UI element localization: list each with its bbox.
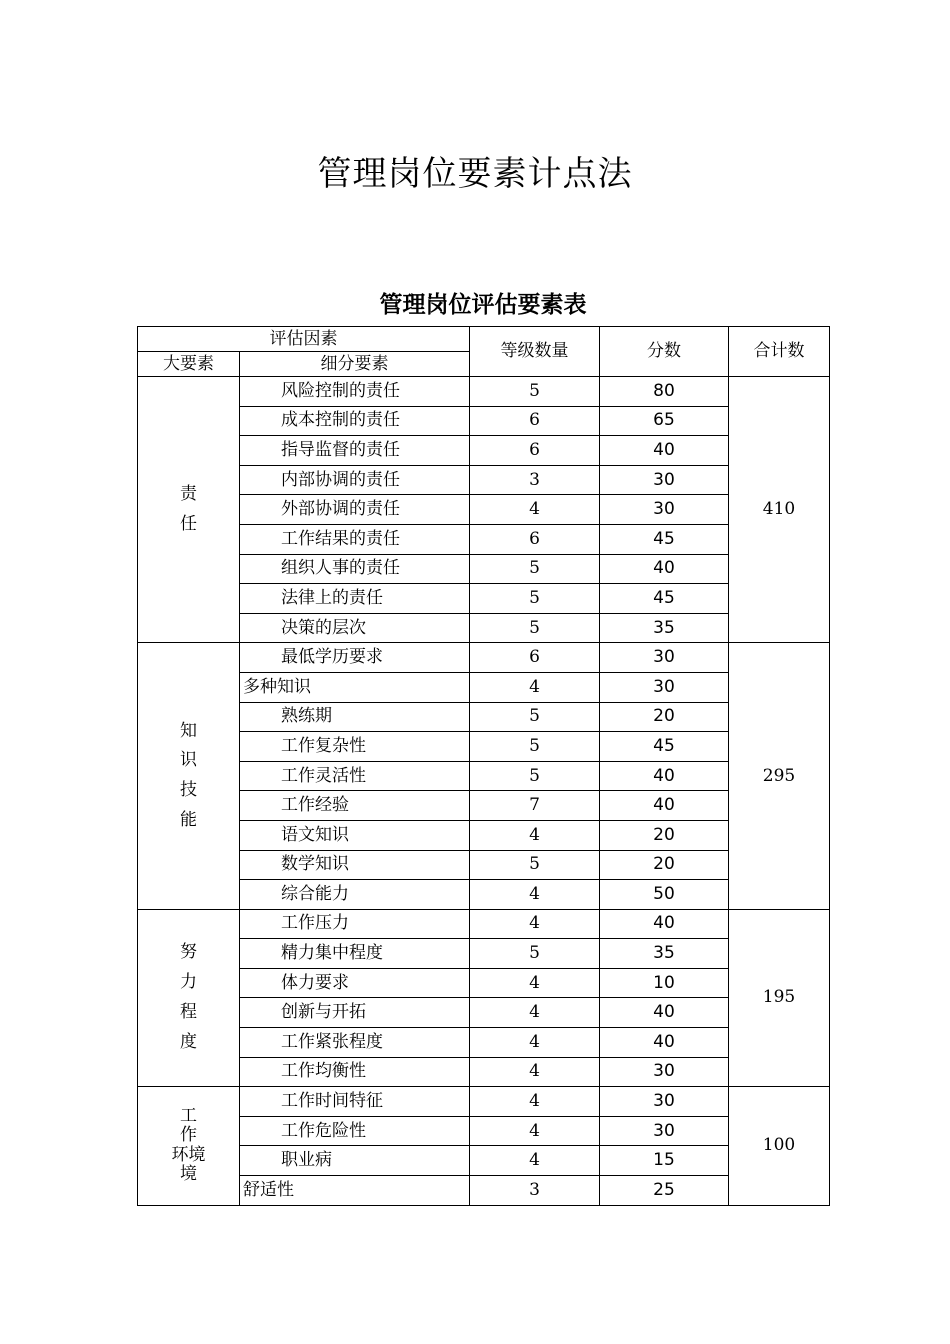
score-cell: 30 [600, 465, 729, 495]
score-cell: 40 [600, 791, 729, 821]
sub-factor-cell: 外部协调的责任 [240, 495, 470, 525]
score-cell: 20 [600, 850, 729, 880]
levels-cell: 3 [470, 1176, 600, 1206]
levels-cell: 4 [470, 998, 600, 1028]
score-cell: 45 [600, 732, 729, 762]
table-row [138, 1057, 830, 1087]
group-total-cell: 410 [729, 377, 830, 643]
score-cell: 10 [600, 968, 729, 998]
table-row [138, 1028, 830, 1058]
table-row [138, 495, 830, 525]
levels-cell: 6 [470, 436, 600, 466]
major-factor-char: 知 [180, 720, 197, 741]
levels-cell: 5 [470, 613, 600, 643]
score-cell: 65 [600, 406, 729, 436]
score-cell: 30 [600, 1116, 729, 1146]
major-factor-char: 环境 [171, 1144, 206, 1165]
group-total-cell: 100 [729, 1087, 830, 1205]
levels-cell: 4 [470, 1116, 600, 1146]
score-cell: 80 [600, 377, 729, 407]
levels-cell: 5 [470, 377, 600, 407]
major-factor-char: 力 [180, 972, 197, 993]
sub-factor-cell: 体力要求 [240, 968, 470, 998]
score-cell: 45 [600, 524, 729, 554]
table-row [138, 377, 830, 407]
sub-factor-cell: 工作危险性 [240, 1116, 470, 1146]
table-row [138, 1176, 830, 1206]
levels-cell: 7 [470, 791, 600, 821]
levels-cell: 4 [470, 909, 600, 939]
score-cell: 40 [600, 998, 729, 1028]
table-row [138, 554, 830, 584]
score-cell: 35 [600, 613, 729, 643]
table-row [138, 850, 830, 880]
score-cell: 50 [600, 880, 729, 910]
major-factor-char: 识 [180, 750, 197, 771]
header-score: 分数 [600, 327, 729, 377]
table-row [138, 761, 830, 791]
sub-factor-cell: 组织人事的责任 [240, 554, 470, 584]
score-cell: 40 [600, 909, 729, 939]
table-row [138, 1087, 830, 1117]
sub-factor-cell: 舒适性 [240, 1176, 470, 1206]
sub-factor-cell: 创新与开拓 [240, 998, 470, 1028]
table-row [138, 1116, 830, 1146]
score-cell: 15 [600, 1146, 729, 1176]
sub-factor-cell: 数学知识 [240, 850, 470, 880]
levels-cell: 6 [470, 406, 600, 436]
major-factor-char: 程 [180, 1001, 197, 1022]
sub-factor-cell: 工作经验 [240, 791, 470, 821]
table-row [138, 968, 830, 998]
levels-cell: 4 [470, 1146, 600, 1176]
levels-cell: 5 [470, 554, 600, 584]
levels-cell: 4 [470, 1057, 600, 1087]
levels-cell: 4 [470, 968, 600, 998]
levels-cell: 4 [470, 1028, 600, 1058]
major-factor-char: 责 [180, 483, 197, 504]
levels-cell: 3 [470, 465, 600, 495]
table-row [138, 939, 830, 969]
table-row [138, 524, 830, 554]
score-cell: 40 [600, 1028, 729, 1058]
score-cell: 20 [600, 702, 729, 732]
table-row [138, 732, 830, 762]
table-row [138, 436, 830, 466]
table-row [138, 1146, 830, 1176]
header-levels: 等级数量 [470, 327, 600, 377]
levels-cell: 5 [470, 702, 600, 732]
score-cell: 30 [600, 1057, 729, 1087]
score-cell: 40 [600, 436, 729, 466]
major-factor-cell [138, 1087, 240, 1205]
header-factor-group: 评估因素 [138, 327, 470, 352]
sub-factor-cell: 多种知识 [240, 672, 470, 702]
header-row-1 [138, 327, 830, 352]
score-cell: 30 [600, 672, 729, 702]
score-cell: 40 [600, 761, 729, 791]
sub-factor-cell: 精力集中程度 [240, 939, 470, 969]
major-factor-char: 技 [180, 780, 197, 801]
sub-factor-cell: 工作灵活性 [240, 761, 470, 791]
table-row [138, 702, 830, 732]
table-row [138, 406, 830, 436]
score-cell: 25 [600, 1176, 729, 1206]
table-title: 管理岗位评估要素表 [379, 292, 587, 318]
sub-factor-cell: 决策的层次 [240, 613, 470, 643]
sub-factor-cell: 风险控制的责任 [240, 377, 470, 407]
evaluation-factor-table [137, 326, 830, 1206]
score-cell: 30 [600, 495, 729, 525]
levels-cell: 4 [470, 1087, 600, 1117]
header-total: 合计数 [729, 327, 830, 377]
table-row [138, 791, 830, 821]
levels-cell: 5 [470, 761, 600, 791]
levels-cell: 6 [470, 524, 600, 554]
table-row [138, 672, 830, 702]
header-major: 大要素 [138, 352, 240, 377]
table-row [138, 465, 830, 495]
sub-factor-cell: 成本控制的责任 [240, 406, 470, 436]
group-total-cell: 195 [729, 909, 830, 1087]
sub-factor-cell: 工作时间特征 [240, 1087, 470, 1117]
levels-cell: 5 [470, 732, 600, 762]
sub-factor-cell: 工作均衡性 [240, 1057, 470, 1087]
major-factor-cell [138, 377, 240, 643]
major-factor-cell [138, 909, 240, 1087]
score-cell: 35 [600, 939, 729, 969]
score-cell: 30 [600, 1087, 729, 1117]
table-row [138, 998, 830, 1028]
sub-factor-cell: 综合能力 [240, 880, 470, 910]
table-row [138, 584, 830, 614]
sub-factor-cell: 工作复杂性 [240, 732, 470, 762]
sub-factor-cell: 指导监督的责任 [240, 436, 470, 466]
score-cell: 30 [600, 643, 729, 673]
sub-factor-cell: 最低学历要求 [240, 643, 470, 673]
table-row [138, 909, 830, 939]
major-factor-char: 努 [180, 942, 197, 963]
sub-factor-cell: 职业病 [240, 1146, 470, 1176]
table-row [138, 613, 830, 643]
sub-factor-cell: 工作压力 [240, 909, 470, 939]
sub-factor-cell: 法律上的责任 [240, 584, 470, 614]
major-factor-char: 作 [180, 1125, 197, 1146]
group-total-cell: 295 [729, 643, 830, 909]
levels-cell: 6 [470, 643, 600, 673]
table-row [138, 820, 830, 850]
levels-cell: 4 [470, 672, 600, 702]
levels-cell: 5 [470, 584, 600, 614]
major-factor-char: 境 [180, 1164, 197, 1185]
sub-factor-cell: 熟练期 [240, 702, 470, 732]
major-factor-char: 工 [180, 1105, 197, 1126]
levels-cell: 5 [470, 939, 600, 969]
major-factor-char: 度 [180, 1031, 197, 1052]
sub-factor-cell: 工作结果的责任 [240, 524, 470, 554]
sub-factor-cell: 工作紧张程度 [240, 1028, 470, 1058]
levels-cell: 4 [470, 495, 600, 525]
levels-cell: 4 [470, 880, 600, 910]
levels-cell: 5 [470, 850, 600, 880]
major-factor-cell [138, 643, 240, 909]
major-factor-char: 能 [180, 809, 197, 830]
table-row [138, 643, 830, 673]
sub-factor-cell: 内部协调的责任 [240, 465, 470, 495]
score-cell: 45 [600, 584, 729, 614]
score-cell: 20 [600, 820, 729, 850]
levels-cell: 4 [470, 820, 600, 850]
major-factor-char: 任 [180, 513, 197, 534]
table-row [138, 880, 830, 910]
sub-factor-cell: 语文知识 [240, 820, 470, 850]
score-cell: 40 [600, 554, 729, 584]
header-sub: 细分要素 [240, 352, 470, 377]
document-title: 管理岗位要素计点法 [317, 154, 633, 194]
